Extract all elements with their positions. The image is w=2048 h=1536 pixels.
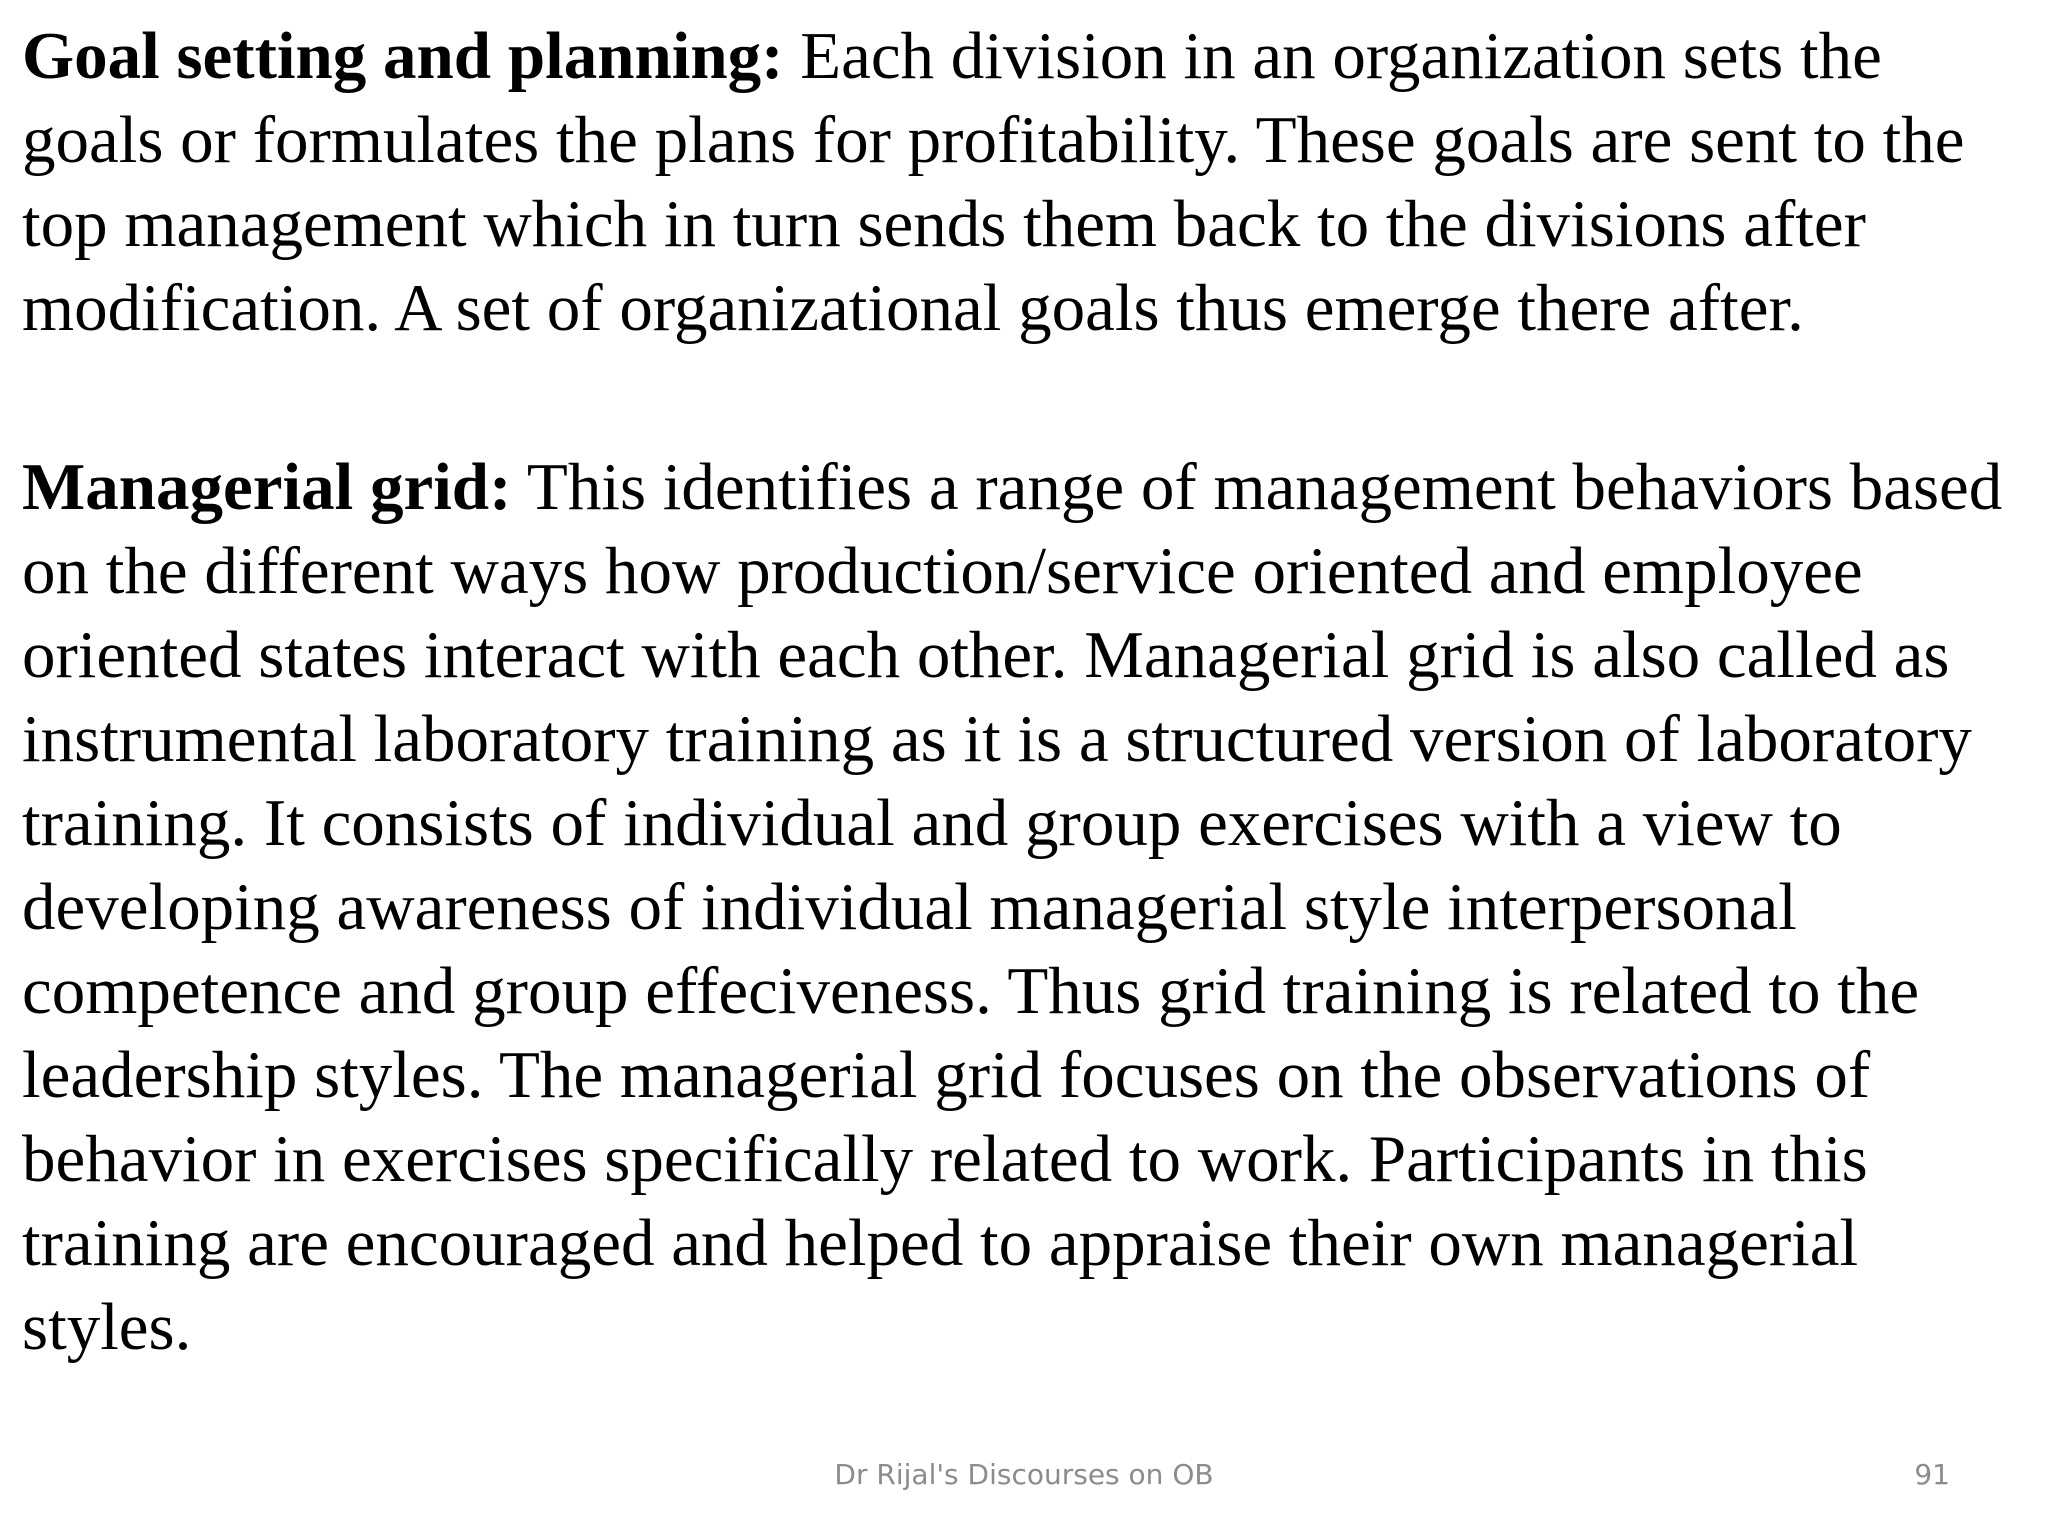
paragraph-goal-setting <box>22 14 2032 350</box>
slide-body <box>22 14 2032 1369</box>
paragraph-term: Goal setting and planning: <box>22 19 784 93</box>
footer-text: Dr Rijal's Discourses on OB <box>834 1458 1214 1491</box>
paragraph-term: Managerial grid: <box>22 450 512 524</box>
paragraph-text: Each division in an organization sets the goals or formulates the plans for profitability. These goals are sent to the top management which in turn sends them back to the divisions after modification. A set of organizational goals thus emerge there after. <box>22 19 1965 345</box>
paragraph-managerial-grid <box>22 445 2032 1369</box>
paragraph-text: This identifies a range of management behaviors based on the different ways how production/service oriented and employee oriented states interact with each other. Managerial grid is also called as instrumental laboratory training as it is a structured version of laboratory training. It consists of individual and group exercises with a view to developing awareness of individual managerial style interpersonal competence and group effeciveness. Thus grid training is related to the leadership styles. The managerial grid focuses on the observations of behavior in exercises specifically related to work. Participants in this training are encouraged and helped to appraise their own managerial styles. <box>22 450 2003 1364</box>
page-number: 91 <box>1914 1458 1950 1491</box>
